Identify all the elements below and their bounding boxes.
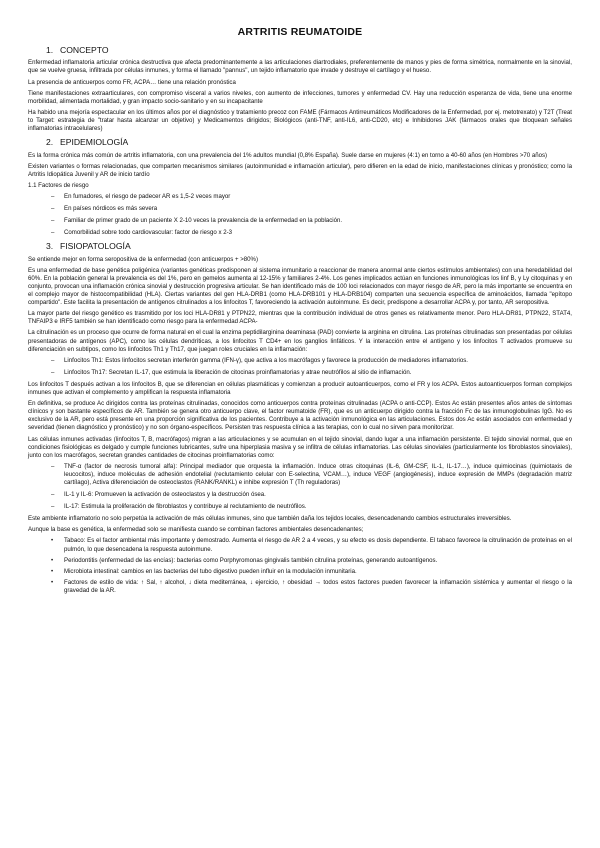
section-title: CONCEPTO xyxy=(60,44,109,55)
th-cell-list xyxy=(28,357,572,377)
list-item: – En fumadores, el riesgo de padecer AR es 1,5-2 veces mayor xyxy=(64,193,572,201)
section-number: 3. xyxy=(46,241,54,252)
paragraph: La mayor parte del riesgo genético es trasmitido por los loci HLA-DR81 y PTPN22, mientras que la contribución individual de otros genes es relativamente menor. Pero HLA-DR81, PTPN22, STAT4, TNFAIP3 e IRF5 también se han identificado como riesgo para la enfermedad ACPA- xyxy=(28,310,572,326)
environmental-factor-list xyxy=(28,537,572,595)
list-item: – Linfocitos Th1: Estos linfocitos secretan interferón gamma (IFN-γ), que activa a los macrófagos y favorece la producción de mediadores inflamatorios. xyxy=(64,357,572,365)
list-item: – Comorbilidad sobre todo cardiovascular: factor de riesgo x 2-3 xyxy=(64,229,572,237)
paragraph: Existen variantes o formas relacionadas, que comparten mecanismos similares (autoinmunidad e inflamación articular), pero difieren en la edad de inicio, manifestaciones clínicas y pronóstico; como la Artritis Idiopática Juvenil y AR de inicio tardío xyxy=(28,162,572,178)
section-heading-epidemiologia xyxy=(28,137,572,148)
section-heading-concepto xyxy=(28,45,572,56)
section-number: 2. xyxy=(46,137,54,148)
risk-factor-list xyxy=(28,193,572,237)
section-number: 1. xyxy=(46,44,54,55)
paragraph: En definitiva, se produce Ac dirigidos contra las proteínas citrulinadas, conocidos como anticuerpos contra proteínas citrulinadas (ACPA o anti-CCP). Estos Ac están presentes años antes de síntomas clínicos y son bastante específicos de AR. También se genera otro anticuerpo clave, el factor reumatoide (FR), que es un anticuerpo dirigido contra la fracción Fc de las inmunoglobulinas IgG. No es exclusivo de la AR, pero está presente en una proporción significativa de los pacientes. Contribuye a la activación inmunológica en las articulaciones. Estos dos Ac están asociados con enfermedad y severidad (tienen diagnóstico y pronóstico) y no son órgano-específicos. Persisten tras respuesta clínica a las terapias, con lo cual no sirven para monitorizar. xyxy=(28,400,572,432)
paragraph: Este ambiente inflamatorio no solo perpetúa la activación de más células inmunes, sino que también daña los tejidos locales, desencadenando cambios estructurales irreversibles. xyxy=(28,515,512,523)
section-title: FISIOPATOLOGÍA xyxy=(60,241,131,252)
list-item: • Periodontitis (enfermedad de las encías): bacterias como Porphyromonas gingivalis también citrulina proteínas, generando autoantígenos. xyxy=(64,557,572,565)
paragraph: Aunque la base es genética, la enfermedad solo se manifiesta cuando se combinan factores ambientales desencadenantes; xyxy=(28,526,364,534)
paragraph: Tiene manifestaciones extraarticulares, con compromiso visceral a varios niveles, con aumento de infecciones, tumores y enfermedad CV. Hay una reducción esperanza de vida, tiene una enorme morbilidad, alimentada mortalidad, y gran impacto socio-sanitario y en su incapacitante xyxy=(28,89,572,105)
section-title: EPIDEMIOLOGÍA xyxy=(60,137,129,148)
paragraph: Enfermedad inflamatoria articular crónica destructiva que afecta predominantemente a las articulaciones diartrodiales, preferentemente de manos y pies de forma simétrica, normalmente en la sinovial, que se vuelve gruesa, infiltrada por células inmunes, y forma el llamado "pannus", un tejido inflamatorio que invade y destruye el cartílago y el hueso. xyxy=(28,59,572,75)
list-item: – IL-1 y IL-6: Promueven la activación de osteoclastos y la destrucción ósea. xyxy=(64,491,572,499)
paragraph: Las células inmunes activadas (linfocitos T, B, macrófagos) migran a las articulaciones y se acumulan en el tejido sinovial, dando lugar a una inflamación persistente. El tejido sinovial normal, que en condiciones fisiológicas es delgado y cumple funciones lubricantes, sufre una hiperplasia masiva y se infiltra de células inflamatorias. Las células sinoviales (particularmente los fibroblastos sinoviales), junto con los macrófagos, secretan grandes cantidades de citocinas proinflamatorias como: xyxy=(28,435,572,459)
cytokine-list xyxy=(28,463,572,511)
paragraph: Se entiende mejor en forma seropositiva de la enfermedad (con anticuerpos + >80%) xyxy=(28,255,259,263)
list-item: – Linfocitos Th17: Secretan IL-17, que estimula la liberación de citocinas proinflamatorias y atrae neutrófilos al sitio de inflamación. xyxy=(64,369,572,377)
subsection-title: 1.1 Factores de riesgo xyxy=(28,181,89,189)
list-item: – IL-17: Estimula la proliferación de fibroblastos y contribuye al reclutamiento de neutrófilos. xyxy=(64,503,572,511)
list-item: – En países nórdicos es más severa xyxy=(64,205,572,213)
list-item: • Factores de estilo de vida: ↑ Sal, ↑ alcohol, ↓ dieta mediterránea, ↓ ejercicio, ↑ obesidad → todos estos factores pueden favorecer la inflamación sistémica y aumentar el riesgo o la gravedad de la AR. xyxy=(64,579,572,595)
list-item: – Familiar de primer grado de un paciente X 2-10 veces la prevalencia de la enfermedad en la población. xyxy=(64,217,572,225)
paragraph: Es una enfermedad de base genética poligénica (variantes genéticas predisponen al sistema inmunitario a reaccionar de manera anormal ante ciertos estímulos ambientales) con una heredabilidad del 60%. En la población general la prevalencia es del 1%, pero en gemelos aumenta al 12-15% y familiares 2-4%. Los genes implicados actúan en funciones inmunológicas los linf B, y Ly citoquinas y en conjunto, provocan una inflamación crónica sinovial y destrucción progresiva articular. Se han identificado más de 100 loci relacionados con mayor riesgo de AR, pero la más importante se encuentra en el complejo mayor de histocompatibilidad (HLA). Ciertas variantes del gen HLA-DRB1 (como HLA-DRB101 y HLA-DRB104) comparten una secuencia específica de aminoácidos, llamada "epítopo compartido". Este facilita la presentación de antígenos citrulinados a los linfocitos T, favoreciendo la activación autoinmune. Es decir, predispone a desarrollar ACPA y, por tanto, AR seropositiva. xyxy=(28,266,572,307)
paragraph: Los linfocitos T después activan a los linfocitos B, que se diferencian en células plasmáticas y comienzan a producir autoanticuerpos, como el FR y los ACPA. Estos autoanticuerpos forman complejos inmunes que activan el complemento y amplifican la respuesta inflamatoria xyxy=(28,380,572,397)
paragraph: Es la forma crónica más común de artritis inflamatoria, con una prevalencia del 1% adultos mundial (0,8% España). Suele darse en mujeres (4:1) en torno a 40-60 años (en Hombres >70 años) xyxy=(28,151,548,159)
paragraph: La presencia de anticuerpos como FR, ACPA… tiene una relación pronóstica xyxy=(28,78,236,86)
document-title: ARTRITIS REUMATOIDE xyxy=(237,26,363,38)
section-heading-fisiopatologia xyxy=(28,241,572,252)
list-item: • Tabaco: Es el factor ambiental más importante y demostrado. Aumenta el riesgo de AR 2 a 4 veces, y su efecto es dosis dependiente. El tabaco favorece la citrulinación de proteínas en el pulmón, lo que desencadena la respuesta autoinmune. xyxy=(64,537,572,553)
paragraph: Ha habido una mejoría espectacular en los últimos años por el diagnóstico y tratamiento precoz con FAME (Fármacos Antirreumáticos Modificadores de la Enfermedad, por ej. metotrexato) y T2T (Treat to Target: estrategia de "tratar hasta alcanzar un objetivo) y Medicamentos dirigidos; Biológicos (anti-TNF, anti-IL6, anti-CD20, etc) e Inhibidores JAK (fármacos orales que bloquean señales inflamatorias intracelulares) xyxy=(28,108,572,133)
list-item: • Microbiota intestinal: cambios en las bacterias del tubo digestivo pueden influir en la modulación inmunitaria. xyxy=(64,568,572,576)
paragraph: La citrulinación es un proceso que ocurre de forma natural en el cual la enzima peptidilarginina deaminasa (PAD) convierte la arginina en citrulina. Las proteínas citrulinadas son presentadas por células presentadoras de antígenos (APC), como las células dendríticas, a los linfocitos T CD4+ en los ganglios linfáticos. Y la interacción entre el antígeno y los linfocitos T activados promueve su diferenciación en subtipos, como los linfocitos Th1 y Th17, que juegan roles cruciales en la inflamación: xyxy=(28,329,572,353)
list-item: – TNF-α (factor de necrosis tumoral alfa): Principal mediador que orquesta la inflamación. Induce otras citoquinas (IL-6, GM-CSF, IL-1, IL-17…), induce quimiocinas (quimiotaxis de leucocitos), induce moléculas de adhesión endotelial (reclutamiento celular con E-selectina, VCAM…), induce VEGF (angiogénesis), induce expresión de MMPs (degradación matriz cartílago), Activa diferenciación de osteoclastos (RANK/RANKL) e inhibe expresión T (Th reguladoras) xyxy=(64,463,572,487)
